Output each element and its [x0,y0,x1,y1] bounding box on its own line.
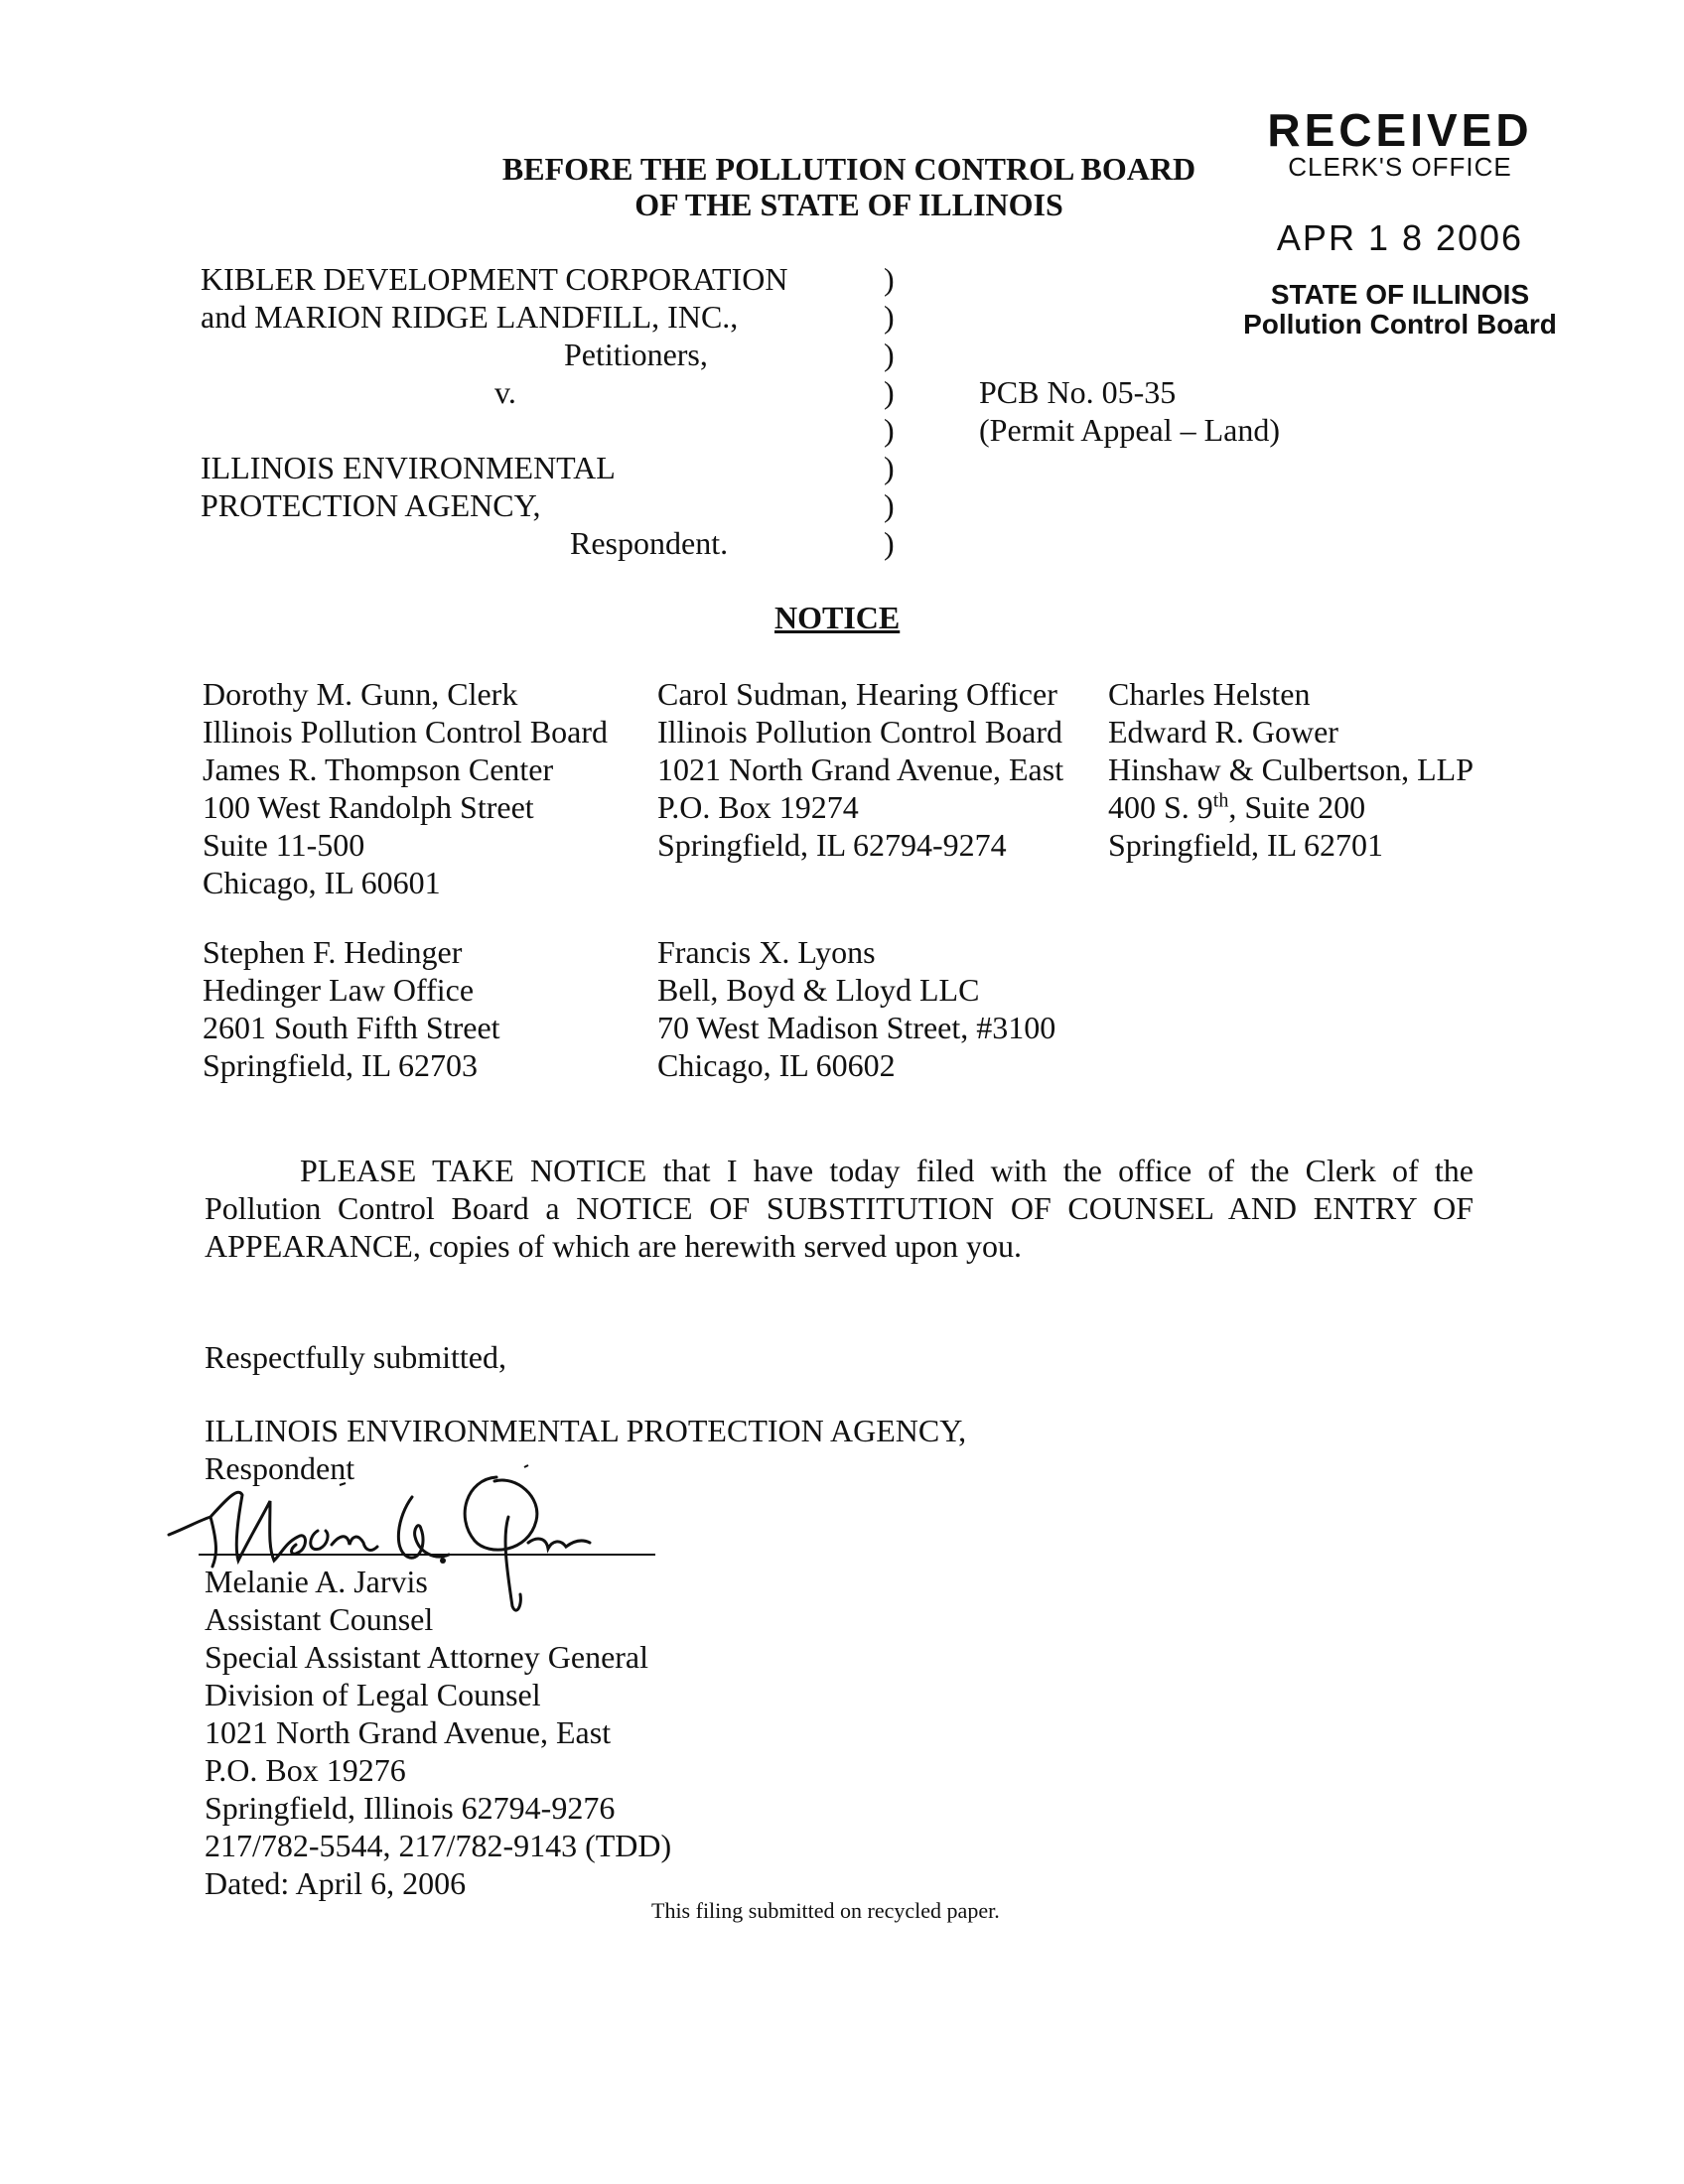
signer-line: 217/782-5544, 217/782-9143 (TDD) [205,1828,672,1863]
signer-line: P.O. Box 19276 [205,1752,406,1788]
signer-line: Assistant Counsel [205,1601,434,1637]
signer-line: Melanie A. Jarvis [205,1564,428,1599]
address-line: 1021 North Grand Avenue, East [657,751,1064,787]
signer-line: Special Assistant Attorney General [205,1639,649,1675]
address-line [1108,788,1474,826]
address-line: Hedinger Law Office [203,972,475,1008]
document-heading [467,151,1231,222]
address-line: Chicago, IL 60601 [203,865,441,900]
signer-line: Division of Legal Counsel [205,1677,541,1712]
address-line: 100 West Randolph Street [203,789,534,825]
closing-role: Respondent [205,1450,355,1486]
address-line: Springfield, IL 62703 [203,1047,478,1083]
service-clerk [203,675,608,901]
address-line: Charles Helsten [1108,676,1311,712]
caption-respondent [201,449,616,524]
caption-paren: ) [884,450,895,485]
address-line: Illinois Pollution Control Board [657,714,1063,750]
notice-paragraph [205,1152,1474,1265]
versus-label: v. [494,374,516,410]
address-prefix: 400 S. 9 [1108,789,1213,825]
address-line: Stephen F. Hedinger [203,934,463,970]
caption-paren: ) [884,299,895,335]
paragraph-line: Pollution Control Board a NOTICE OF SUBSTITUTION OF COUNSEL AND ENTRY OF [205,1190,1474,1226]
caption-paren: ) [884,337,895,372]
closing-agency: ILLINOIS ENVIRONMENTAL PROTECTION AGENCY, [205,1413,967,1448]
case-type: (Permit Appeal – Land) [979,412,1281,448]
stamp-state: STATE OF ILLINOIS [1270,279,1530,310]
address-line: Springfield, IL 62794-9274 [657,827,1007,863]
signer-line: 1021 North Grand Avenue, East [205,1714,612,1750]
respectfully-submitted: Respectfully submitted, [205,1339,506,1375]
paragraph-line: PLEASE TAKE NOTICE that I have today filed with the office of the Clerk of the [300,1153,1474,1188]
stamp-board: Pollution Control Board [1243,309,1557,340]
respondent-line: PROTECTION AGENCY, [201,487,541,523]
address-line: Edward R. Gower [1108,714,1338,750]
petitioner-line: KIBLER DEVELOPMENT CORPORATION [201,261,788,297]
address-line: James R. Thompson Center [203,751,554,787]
address-line: Springfield, IL 62701 [1108,827,1383,863]
address-line: Suite 11-500 [203,827,365,863]
received-stamp [1231,104,1569,340]
signer-block [205,1563,671,1902]
address-line: Hinshaw & Culbertson, LLP [1108,751,1474,787]
service-hearing-officer [657,675,1063,864]
signer-line: Springfield, Illinois 62794-9276 [205,1790,616,1826]
petitioners-role: Petitioners, [564,337,708,372]
stamp-date: APR 1 8 2006 [1276,217,1524,258]
address-suffix: , Suite 200 [1228,789,1366,825]
stamp-received: RECEIVED [1267,104,1533,156]
service-lyons [657,933,1055,1084]
address-line: Carol Sudman, Hearing Officer [657,676,1057,712]
address-sup: th [1212,789,1229,812]
address-line: Francis X. Lyons [657,934,876,970]
petitioner-line: and MARION RIDGE LANDFILL, INC., [201,299,739,335]
address-line: Bell, Boyd & Lloyd LLC [657,972,980,1008]
caption-paren: ) [884,261,895,297]
heading-line-1: BEFORE THE POLLUTION CONTROL BOARD [501,151,1196,187]
heading-line-2: OF THE STATE OF ILLINOIS [634,187,1063,222]
service-hedinger [203,933,500,1084]
paragraph-line: APPEARANCE, copies of which are herewith served upon you. [205,1228,1022,1264]
case-info [979,373,1280,449]
address-line: Chicago, IL 60602 [657,1047,896,1083]
caption-parentheses [884,260,895,562]
case-number: PCB No. 05-35 [979,374,1177,410]
caption-paren: ) [884,525,895,561]
address-line: P.O. Box 19274 [657,789,859,825]
address-line: 70 West Madison Street, #3100 [657,1010,1056,1045]
recycled-paper-note: This filing submitted on recycled paper. [651,1898,1000,1923]
caption-paren: ) [884,374,895,410]
notice-title: NOTICE [774,600,901,635]
stamp-office: CLERK'S OFFICE [1288,152,1512,182]
signer-line: Dated: April 6, 2006 [205,1865,467,1901]
address-line: Illinois Pollution Control Board [203,714,609,750]
address-line: 2601 South Fifth Street [203,1010,500,1045]
respondent-line: ILLINOIS ENVIRONMENTAL [201,450,616,485]
caption-petitioners [201,260,787,336]
address-line: Dorothy M. Gunn, Clerk [203,676,518,712]
caption-paren: ) [884,487,895,523]
caption-paren: ) [884,412,895,448]
respondent-role: Respondent. [570,525,729,561]
service-hinshaw [1108,675,1474,864]
